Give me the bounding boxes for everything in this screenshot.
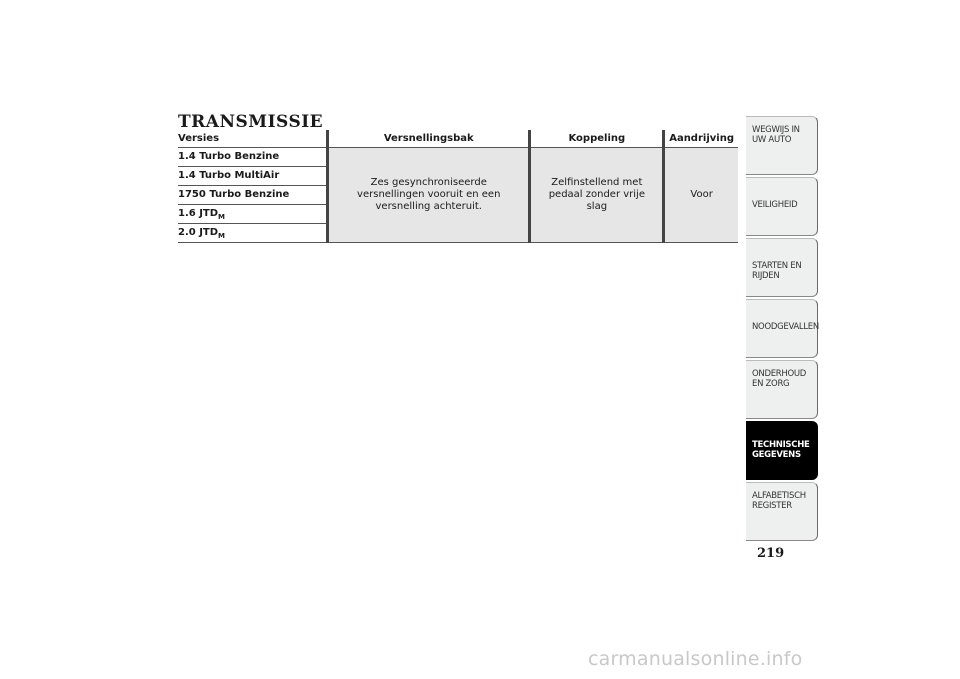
nav-tab-starten[interactable]: STARTEN EN RIJDEN	[746, 238, 818, 297]
section-title: TRANSMISSIE	[178, 112, 324, 132]
nav-tab-onderhoud[interactable]: ONDERHOUD EN ZORG	[746, 360, 818, 419]
watermark: carmanualsonline.info	[588, 648, 803, 670]
transmission-table	[178, 130, 738, 243]
table-row	[178, 148, 738, 167]
header-versies: Versies	[178, 130, 328, 148]
header-versnellingsbak: Versnellingsbak	[328, 130, 530, 148]
version-cell: 2.0 $JTD_M$	[178, 224, 328, 243]
clutch-cell: Zelfinstellend met pedaal zonder vrije slag	[530, 148, 664, 243]
nav-tab-noodgevallen[interactable]: NOODGEVALLEN	[746, 299, 818, 358]
nav-tab-wegwijs[interactable]: WEGWIJS IN UW AUTO	[746, 116, 818, 175]
nav-tab-register[interactable]: ALFABETISCH REGISTER	[746, 482, 818, 541]
version-cell: 1.6 $JTD_M$	[178, 205, 328, 224]
version-cell: 1.4 Turbo MultiAir	[178, 167, 328, 186]
nav-tab-technische-gegevens[interactable]: TECHNISCHE GEGEVENS	[746, 421, 818, 480]
gearbox-cell: Zes gesynchroniseerde versnellingen vooruit en een versnelling achteruit.	[328, 148, 530, 243]
drive-cell: Voor	[664, 148, 738, 243]
table-header-row	[178, 130, 738, 148]
page-number: 219	[757, 546, 785, 561]
chapter-nav	[746, 116, 818, 543]
nav-tab-veiligheid[interactable]: VEILIGHEID	[746, 177, 818, 236]
header-aandrijving: Aandrijving	[664, 130, 738, 148]
header-koppeling: Koppeling	[530, 130, 664, 148]
version-cell: 1.4 Turbo Benzine	[178, 148, 328, 167]
version-cell: 1750 Turbo Benzine	[178, 186, 328, 205]
